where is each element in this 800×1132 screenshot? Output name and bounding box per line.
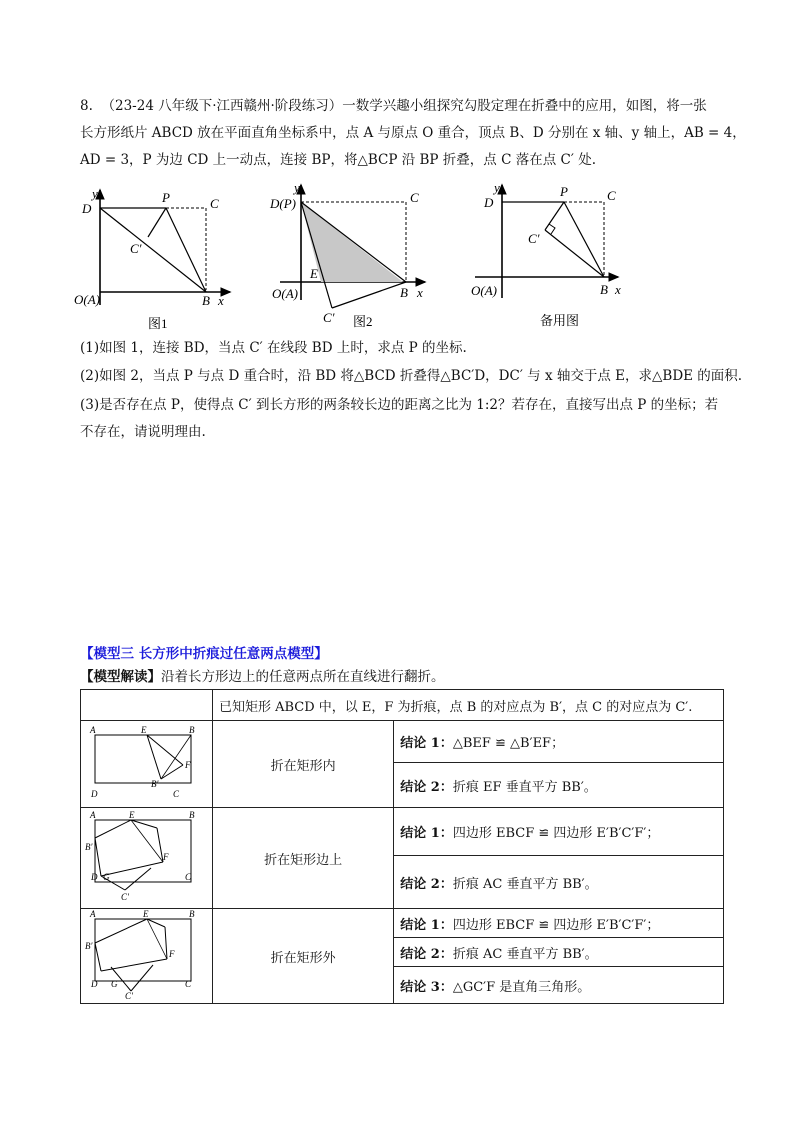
table-header-row: [81, 690, 724, 721]
row3-conclusion-3: [394, 967, 724, 1004]
figure-3: [471, 180, 621, 328]
problem-source: （23-24 八年级下·江西赣州·阶段练习）: [101, 98, 343, 114]
table-header: 已知矩形 ABCD 中，以 E，F 为折痕，点 B 的对应点为 B′，点 C 的对应点为 C′.: [212, 690, 723, 721]
row3-diagram-cell: [81, 909, 213, 1004]
row2-label-bprime: B′: [85, 842, 93, 852]
row1-label-f: F: [185, 760, 191, 770]
fig2-label-x: x: [417, 285, 423, 300]
row3-c2-label: 结论 2：: [400, 946, 453, 962]
question-3-line-2: 不存在，请说明理由.: [80, 424, 206, 440]
table-row: [81, 808, 724, 856]
row2-label-f: F: [163, 852, 169, 862]
fig3-label-c: C: [607, 188, 616, 203]
fig1-label-y: y: [92, 186, 98, 201]
model-description: [80, 665, 445, 685]
fig1-label-d: D: [82, 201, 92, 216]
row3-label-g: G: [111, 979, 118, 989]
row2-label-b: B: [189, 810, 195, 820]
fig1-label-c: C: [210, 196, 219, 211]
row2-label-cprime: C′: [121, 892, 129, 902]
fig2-label-c: C: [410, 190, 419, 205]
fig2-label-o: O(A): [272, 286, 298, 301]
row2-type: 折在矩形边上: [212, 808, 393, 909]
fig1-caption: 图1: [148, 316, 168, 330]
row2-c1-label: 结论 1：: [400, 826, 453, 842]
row3-diagram: [81, 909, 211, 999]
row1-label-bprime: B′: [151, 779, 159, 789]
row1-label-b: B: [189, 725, 195, 735]
row3-c2-text: 折痕 AC 垂直平方 BB′。: [452, 946, 598, 962]
row1-c2-text: 折痕 EF 垂直平方 BB′。: [452, 779, 597, 795]
row2-diagram-cell: [81, 808, 213, 909]
row3-c3-label: 结论 3：: [400, 979, 453, 995]
row2-label-g: G: [103, 872, 110, 882]
row1-c2-label: 结论 2：: [400, 779, 453, 795]
fig2-label-dp: D(P): [270, 196, 296, 211]
row1-label-c: C: [173, 789, 180, 799]
fig2-caption: 图2: [353, 314, 373, 329]
model-desc-text: 沿着长方形边上的任意两点所在直线进行翻折。: [161, 669, 445, 685]
model-title: 【模型三 长方形中折痕过任意两点模型】: [80, 646, 328, 662]
row3-label-e: E: [143, 909, 149, 919]
fig2-label-cprime: C′: [323, 310, 335, 325]
fig1-label-b: B: [202, 293, 210, 308]
row1-diagram-cell: [81, 721, 213, 808]
fig2-label-b: B: [400, 285, 408, 300]
fig3-label-y: y: [494, 180, 500, 195]
problem-line-2: 长方形纸片 ABCD 放在平面直角坐标系中，点 A 与原点 O 重合，顶点 B、D 分别在 x 轴、y 轴上，AB = 4，: [80, 125, 746, 141]
row2-c1-text: 四边形 EBCF ≌ 四边形 E′B′C′F′；: [452, 826, 660, 842]
row3-type: 折在矩形外: [212, 909, 393, 1004]
table-row: [81, 721, 724, 763]
fig3-label-x: x: [615, 282, 621, 297]
row2-c2-text: 折痕 AC 垂直平方 BB′。: [452, 876, 598, 892]
fig3-label-cprime: C′: [528, 231, 540, 246]
fig1-label-p: P: [162, 190, 170, 205]
row3-label-c: C: [185, 979, 192, 989]
row2-c2-label: 结论 2：: [400, 876, 453, 892]
row3-label-cprime: C′: [125, 991, 133, 999]
row1-conclusion-2: [394, 763, 724, 808]
question-3-line-1: (3)是否存在点 P，使得点 C′ 到长方形的两条较长边的距离之比为 1:2？若存在，直接写出点 P 的坐标；若: [80, 397, 719, 413]
row3-label-bprime: B′: [85, 941, 93, 951]
fig3-label-o: O(A): [471, 283, 497, 298]
row3-c1-label: 结论 1：: [400, 917, 453, 933]
question-1: (1)如图 1，连接 BD，当点 C′ 在线段 BD 上时，求点 P 的坐标.: [80, 340, 467, 356]
model-desc-label: 【模型解读】: [80, 669, 161, 685]
row3-label-d: D: [91, 979, 98, 989]
fig1-label-x: x: [218, 293, 224, 308]
problem-number: 8.: [80, 98, 93, 114]
fig2-label-y: y: [294, 180, 300, 195]
fig3-label-d: D: [484, 195, 494, 210]
row1-label-d: D: [91, 789, 98, 799]
row1-type: 折在矩形内: [212, 721, 393, 808]
row3-label-a: A: [90, 909, 96, 919]
row2-conclusion-1: [394, 808, 724, 856]
row2-label-e: E: [129, 810, 135, 820]
fig1-label-o: O(A): [74, 292, 100, 307]
row3-label-b: B: [189, 909, 195, 919]
row3-conclusion-2: [394, 938, 724, 967]
fig1-label-cprime: C′: [130, 241, 142, 256]
table-row: [81, 909, 724, 938]
figure-2: [269, 180, 425, 329]
row1-label-a: A: [90, 725, 96, 735]
row1-c1-label: 结论 1：: [400, 736, 453, 752]
problem-intro: 一数学兴趣小组探究勾股定理在折叠中的应用，如图，将一张: [342, 98, 707, 114]
header-blank-cell: [81, 690, 213, 721]
row2-conclusion-2: [394, 856, 724, 909]
row3-c1-text: 四边形 EBCF ≌ 四边形 E′B′C′F′；: [452, 917, 660, 933]
question-2: (2)如图 2，当点 P 与点 D 重合时，沿 BD 将△BCD 折叠得△BC′D，DC′ 与 x 轴交于点 E，求△BDE 的面积.: [80, 368, 743, 384]
fig3-label-p: P: [560, 184, 568, 199]
row2-label-d: D: [91, 872, 98, 882]
row2-label-a: A: [90, 810, 96, 820]
row3-c3-text: △GC′F 是直角三角形。: [452, 979, 591, 995]
row1-c1-text: △BEF ≌ △B′EF；: [452, 736, 565, 752]
problem-line-3: AD = 3，P 为边 CD 上一动点，连接 BP，将△BCP 沿 BP 折叠，点 C 落在点 C′ 处.: [80, 152, 596, 168]
row2-label-c: C: [185, 872, 192, 882]
figures-row: [70, 180, 670, 330]
row1-diagram: [81, 721, 211, 803]
fig3-caption: 备用图: [540, 313, 580, 328]
fig3-label-b: B: [600, 282, 608, 297]
row1-label-e: E: [141, 725, 147, 735]
fig2-label-e: E: [310, 266, 318, 281]
figure-1: [74, 186, 230, 330]
row2-diagram: [81, 808, 211, 904]
row3-conclusion-1: [394, 909, 724, 938]
row3-label-f: F: [169, 949, 175, 959]
problem-line-1: [80, 96, 707, 116]
model-table: [80, 689, 724, 1004]
row1-conclusion-1: [394, 721, 724, 763]
